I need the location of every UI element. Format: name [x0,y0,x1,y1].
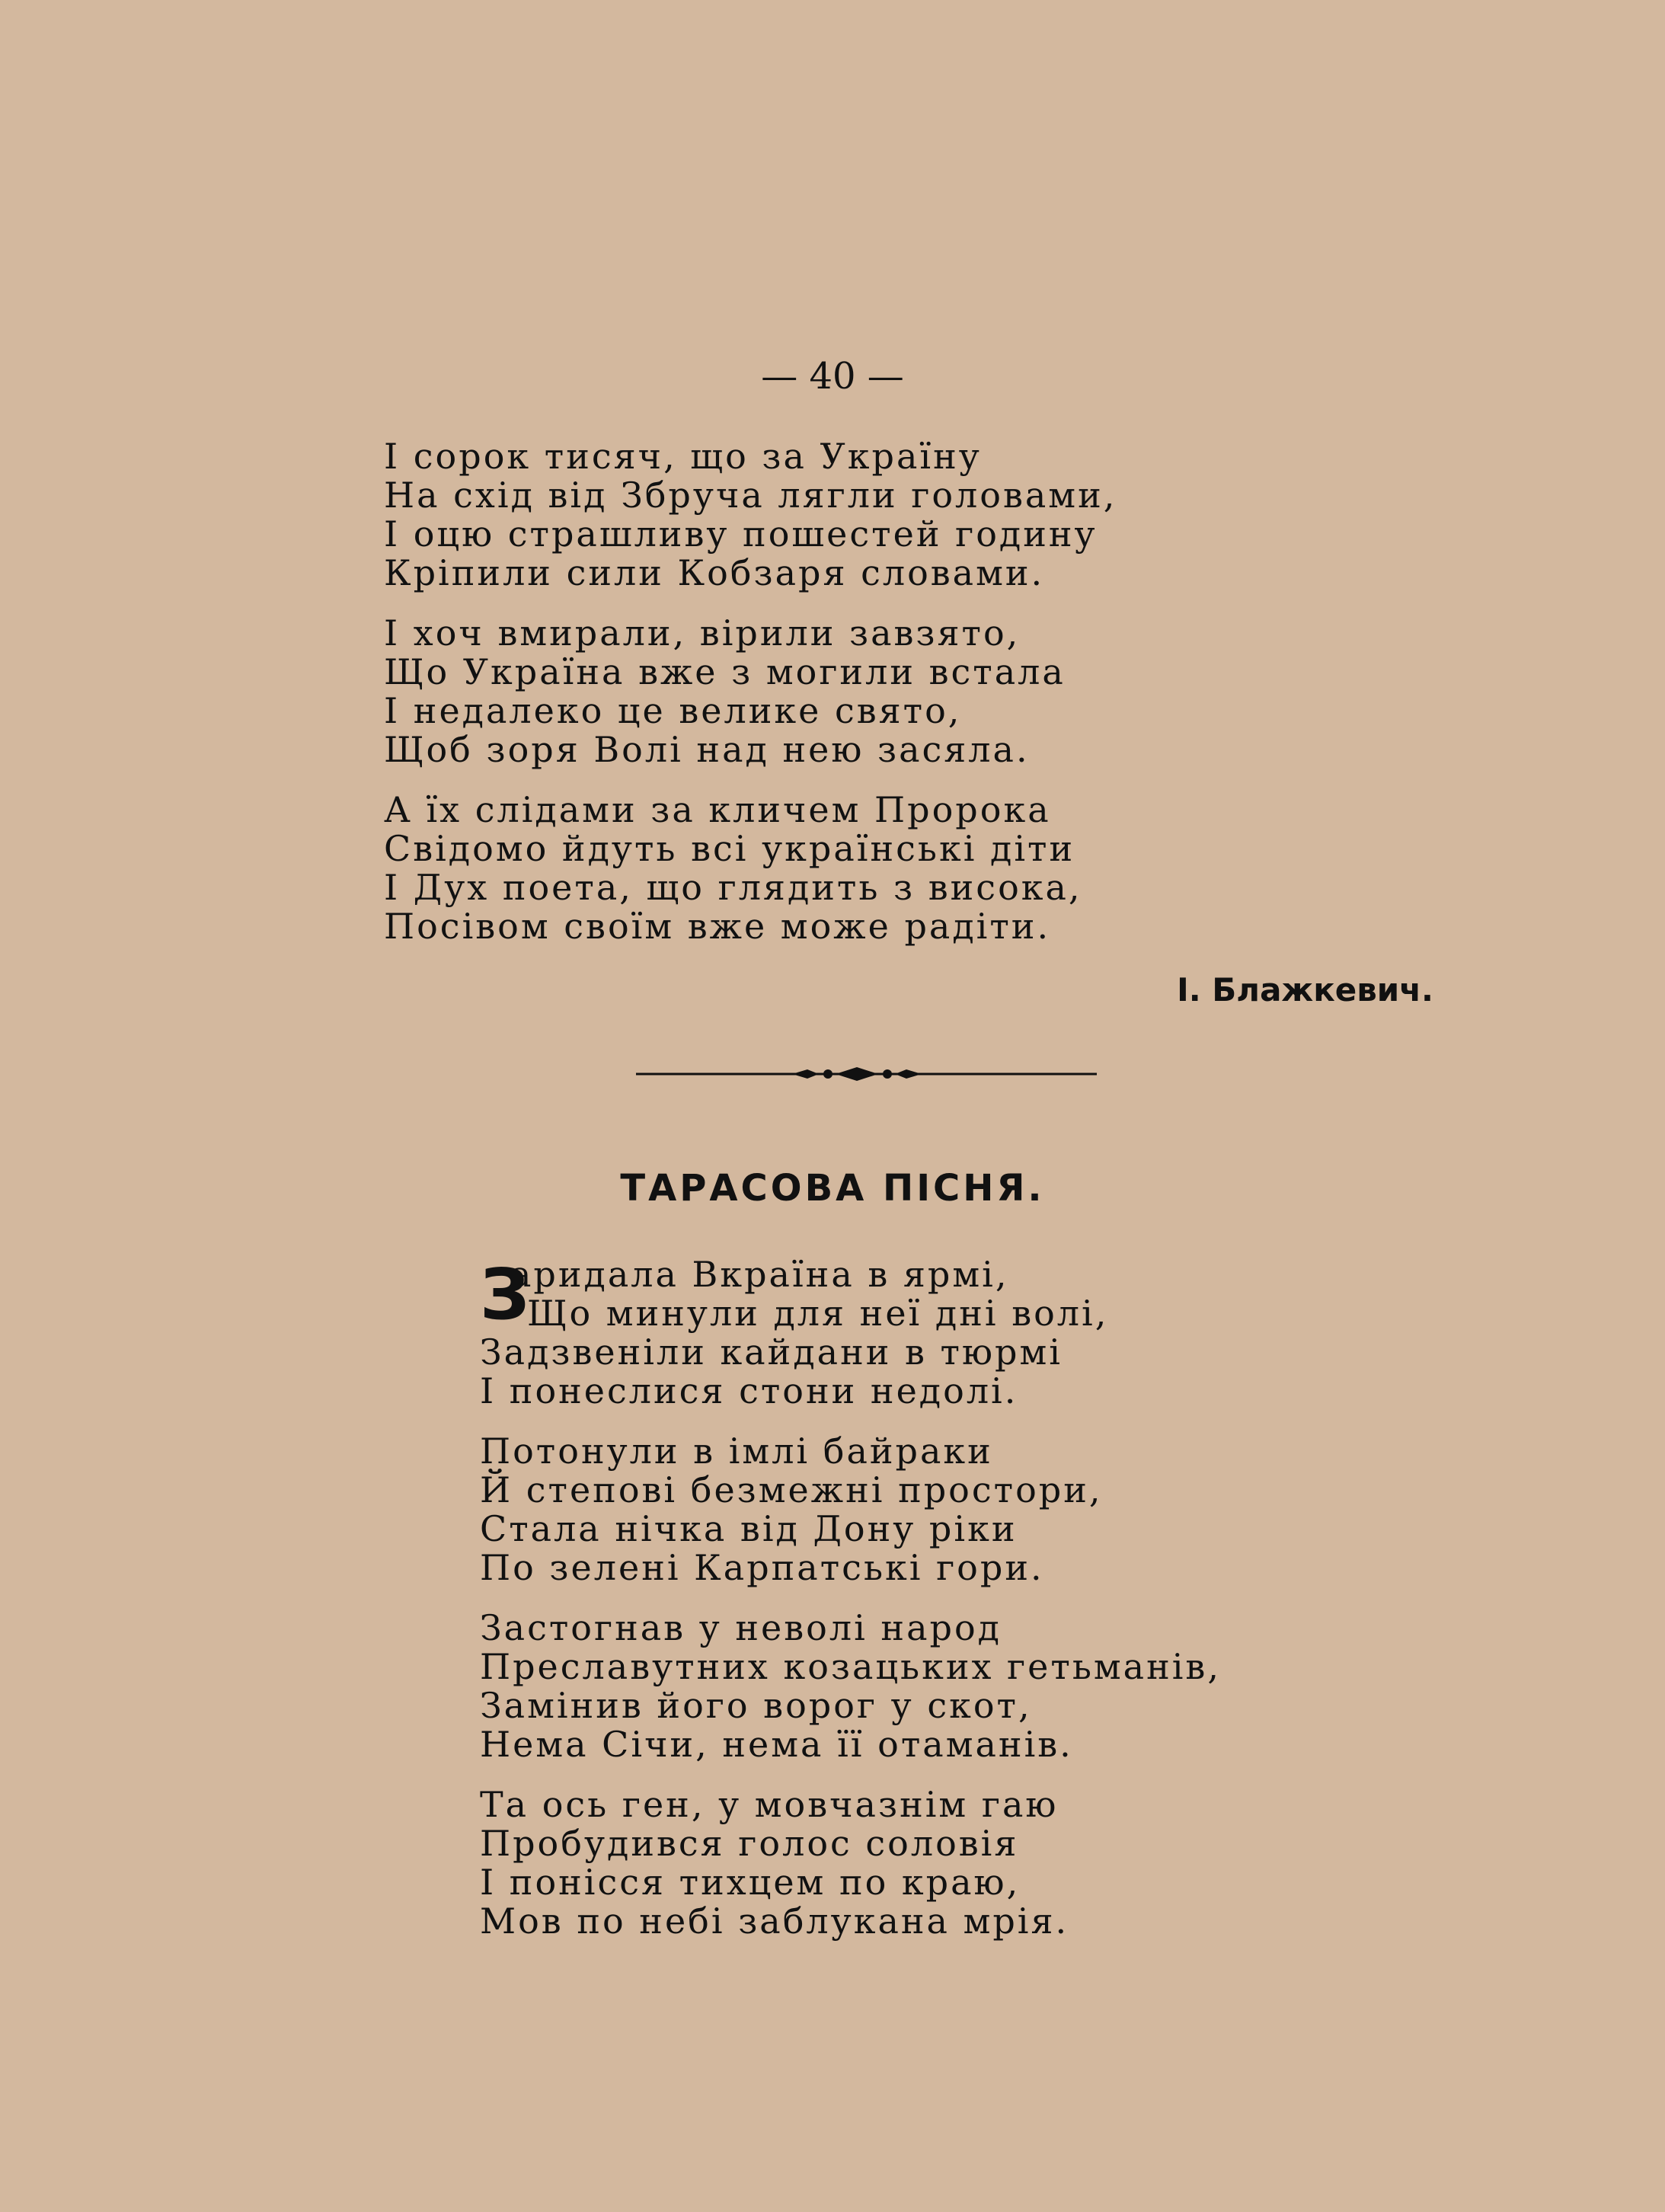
poem-line: Задзвеніли кайдани в тюрмі [480,1331,1063,1373]
drop-cap: З [480,1254,530,1335]
poem-line: Свідомо йдуть всі українські діти [384,828,1075,869]
poem-line: І сорок тисяч, що за Україну [384,436,982,477]
poem-line: На схід від Збруча лягли головами, [384,475,1117,516]
poem-one-stanza-3 [384,791,1298,946]
poem-line: І хоч вмирали, вірили завзято, [384,612,1021,654]
poem-one-stanza-2 [384,614,1298,769]
poem-line: Потонули в імлі байраки [480,1430,993,1472]
poem-line: Що минули для неї дні волі, [527,1293,1109,1334]
poem-line: аридала Вкраїна в ярмі, [510,1254,1009,1295]
poem-two-stanza-1 [480,1255,1394,1411]
poem-line: Застогнав у неволі народ [480,1607,1002,1648]
poem-line: Нема Січи, нема її отаманів. [480,1724,1073,1765]
poem-line: І оцю страшливу пошестей годину [384,513,1098,555]
poem-line: Що Україна вже з могили встала [384,651,1066,692]
poem-one [384,437,1298,946]
poem-line: Стала нічка від Дону ріки [480,1508,1018,1549]
poem-line: Преславутних козацьких гетьманів, [480,1646,1221,1687]
poem-line: Пробудився голос соловія [480,1823,1019,1864]
poem-two-stanza-2 [480,1432,1394,1587]
poem-two-stanza-3 [480,1609,1394,1764]
poem-line: І понісся тихцем по краю, [480,1862,1021,1903]
page-number: — 40 — [761,355,904,398]
poem-line: Щоб зоря Волі над нею засяла. [384,729,1030,770]
poem-line: Мов по небі заблукана мрія. [480,1900,1069,1942]
poem-one-stanza-1 [384,437,1298,593]
poem-line: І Дух поета, що глядить з висока, [384,867,1082,908]
poem-author: І. Блажкевич. [1177,971,1433,1009]
poem-line: Кріпили сили Кобзаря словами. [384,552,1045,593]
poem-line: А їх слідами за кличем Пророка [384,789,1051,830]
poem-line: І недалеко це велике свято, [384,690,962,731]
poem-two [480,1255,1394,1941]
poem-line: По зелені Карпатські гори. [480,1547,1044,1588]
poem-two-stanza-4 [480,1785,1394,1941]
poem-line: Замінив його ворог у скот, [480,1685,1032,1726]
poem-line: Та ось ген, у мовчазнім гаю [480,1784,1059,1825]
poem-line: І понеслися стони недолі. [480,1370,1018,1411]
poem-line: Й степові безмежні простори, [480,1469,1103,1510]
poem-title: ТАРАСОВА ПІСНЯ. [620,1167,1045,1210]
ornamental-divider [636,1059,1097,1089]
poem-line: Посівом своїм вже може радіти. [384,906,1051,947]
